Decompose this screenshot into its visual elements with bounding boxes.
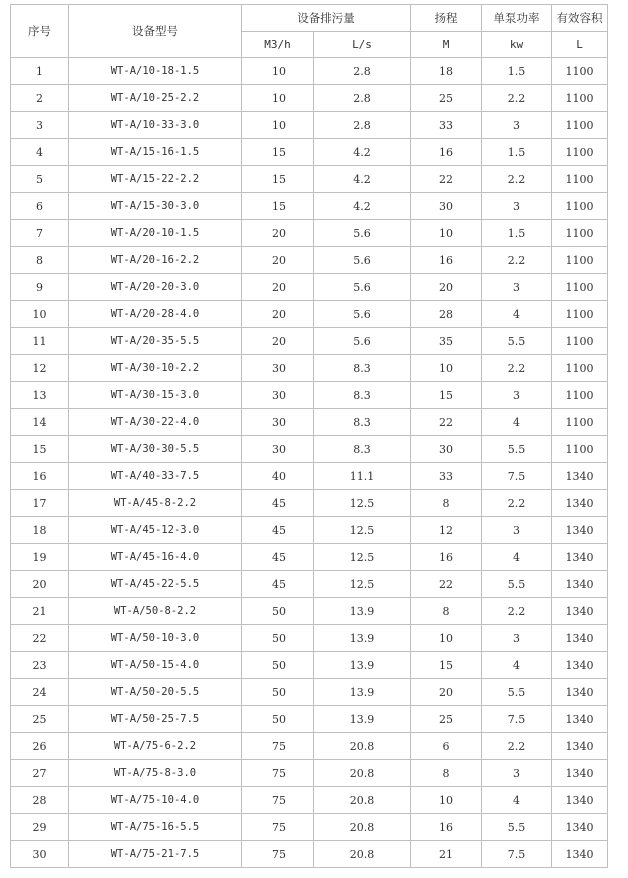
power-cell: 1.5 (482, 220, 552, 247)
index-cell: 4 (11, 139, 69, 166)
head-cell: 20 (411, 679, 482, 706)
head-cell: 16 (411, 814, 482, 841)
volume-cell: 1100 (552, 112, 608, 139)
power-cell: 4 (482, 301, 552, 328)
power-cell: 2.2 (482, 733, 552, 760)
index-cell: 9 (11, 274, 69, 301)
m3h-cell: 15 (242, 193, 314, 220)
index-cell: 18 (11, 517, 69, 544)
table-row (11, 355, 608, 382)
volume-cell: 1100 (552, 247, 608, 274)
unit-m3h: M3/h (242, 32, 314, 58)
m3h-cell: 75 (242, 787, 314, 814)
power-cell: 5.5 (482, 814, 552, 841)
volume-cell: 1340 (552, 571, 608, 598)
m3h-cell: 45 (242, 544, 314, 571)
head-cell: 30 (411, 193, 482, 220)
model-cell: WT-A/15-16-1.5 (69, 139, 242, 166)
m3h-cell: 50 (242, 679, 314, 706)
head-cell: 10 (411, 625, 482, 652)
head-cell: 33 (411, 463, 482, 490)
head-cell: 20 (411, 274, 482, 301)
m3h-cell: 15 (242, 139, 314, 166)
power-cell: 7.5 (482, 463, 552, 490)
ls-cell: 8.3 (314, 355, 411, 382)
head-cell: 30 (411, 436, 482, 463)
m3h-cell: 20 (242, 328, 314, 355)
volume-cell: 1100 (552, 328, 608, 355)
model-cell: WT-A/30-15-3.0 (69, 382, 242, 409)
volume-cell: 1340 (552, 733, 608, 760)
header-row (11, 5, 608, 32)
ls-cell: 12.5 (314, 490, 411, 517)
ls-cell: 4.2 (314, 139, 411, 166)
volume-cell: 1340 (552, 841, 608, 868)
index-cell: 20 (11, 571, 69, 598)
unit-power: kw (482, 32, 552, 58)
ls-cell: 12.5 (314, 571, 411, 598)
volume-cell: 1100 (552, 436, 608, 463)
model-cell: WT-A/15-22-2.2 (69, 166, 242, 193)
index-cell: 29 (11, 814, 69, 841)
power-cell: 4 (482, 544, 552, 571)
m3h-cell: 50 (242, 625, 314, 652)
index-cell: 23 (11, 652, 69, 679)
ls-cell: 20.8 (314, 760, 411, 787)
index-cell: 8 (11, 247, 69, 274)
power-cell: 3 (482, 274, 552, 301)
head-cell: 16 (411, 139, 482, 166)
head-cell: 12 (411, 517, 482, 544)
header-volume: 有效容积 (552, 5, 608, 32)
power-cell: 5.5 (482, 328, 552, 355)
ls-cell: 8.3 (314, 409, 411, 436)
volume-cell: 1100 (552, 193, 608, 220)
m3h-cell: 20 (242, 247, 314, 274)
power-cell: 2.2 (482, 247, 552, 274)
index-cell: 25 (11, 706, 69, 733)
volume-cell: 1340 (552, 760, 608, 787)
table-row (11, 814, 608, 841)
m3h-cell: 45 (242, 517, 314, 544)
m3h-cell: 15 (242, 166, 314, 193)
head-cell: 8 (411, 760, 482, 787)
table-body (11, 58, 608, 868)
m3h-cell: 75 (242, 760, 314, 787)
m3h-cell: 75 (242, 814, 314, 841)
table-row (11, 679, 608, 706)
m3h-cell: 30 (242, 409, 314, 436)
table-row (11, 193, 608, 220)
volume-cell: 1340 (552, 625, 608, 652)
table-row (11, 463, 608, 490)
volume-cell: 1340 (552, 517, 608, 544)
header-power: 单泵功率 (482, 5, 552, 32)
ls-cell: 20.8 (314, 787, 411, 814)
m3h-cell: 40 (242, 463, 314, 490)
head-cell: 10 (411, 787, 482, 814)
volume-cell: 1340 (552, 814, 608, 841)
m3h-cell: 50 (242, 598, 314, 625)
model-cell: WT-A/20-20-3.0 (69, 274, 242, 301)
ls-cell: 13.9 (314, 598, 411, 625)
table-row (11, 787, 608, 814)
ls-cell: 13.9 (314, 706, 411, 733)
ls-cell: 13.9 (314, 625, 411, 652)
model-cell: WT-A/10-18-1.5 (69, 58, 242, 85)
power-cell: 3 (482, 760, 552, 787)
table-row (11, 58, 608, 85)
model-cell: WT-A/75-21-7.5 (69, 841, 242, 868)
model-cell: WT-A/75-6-2.2 (69, 733, 242, 760)
head-cell: 35 (411, 328, 482, 355)
model-cell: WT-A/75-10-4.0 (69, 787, 242, 814)
volume-cell: 1100 (552, 301, 608, 328)
m3h-cell: 20 (242, 301, 314, 328)
ls-cell: 2.8 (314, 85, 411, 112)
power-cell: 1.5 (482, 139, 552, 166)
head-cell: 22 (411, 571, 482, 598)
power-cell: 3 (482, 625, 552, 652)
volume-cell: 1340 (552, 598, 608, 625)
header-head: 扬程 (411, 5, 482, 32)
index-cell: 7 (11, 220, 69, 247)
index-cell: 24 (11, 679, 69, 706)
index-cell: 28 (11, 787, 69, 814)
m3h-cell: 20 (242, 220, 314, 247)
m3h-cell: 10 (242, 85, 314, 112)
model-cell: WT-A/20-35-5.5 (69, 328, 242, 355)
ls-cell: 8.3 (314, 436, 411, 463)
head-cell: 16 (411, 247, 482, 274)
model-cell: WT-A/75-8-3.0 (69, 760, 242, 787)
table-row (11, 112, 608, 139)
head-cell: 18 (411, 58, 482, 85)
volume-cell: 1340 (552, 787, 608, 814)
model-cell: WT-A/50-20-5.5 (69, 679, 242, 706)
index-cell: 10 (11, 301, 69, 328)
unit-ls: L/s (314, 32, 411, 58)
table-row (11, 625, 608, 652)
model-cell: WT-A/30-30-5.5 (69, 436, 242, 463)
index-cell: 12 (11, 355, 69, 382)
index-cell: 11 (11, 328, 69, 355)
power-cell: 2.2 (482, 85, 552, 112)
power-cell: 2.2 (482, 166, 552, 193)
model-cell: WT-A/50-8-2.2 (69, 598, 242, 625)
head-cell: 33 (411, 112, 482, 139)
power-cell: 3 (482, 112, 552, 139)
model-cell: WT-A/45-22-5.5 (69, 571, 242, 598)
model-cell: WT-A/10-25-2.2 (69, 85, 242, 112)
index-cell: 17 (11, 490, 69, 517)
model-cell: WT-A/45-16-4.0 (69, 544, 242, 571)
head-cell: 22 (411, 409, 482, 436)
ls-cell: 5.6 (314, 328, 411, 355)
table-row (11, 490, 608, 517)
m3h-cell: 50 (242, 706, 314, 733)
head-cell: 21 (411, 841, 482, 868)
head-cell: 15 (411, 652, 482, 679)
index-cell: 13 (11, 382, 69, 409)
model-cell: WT-A/45-12-3.0 (69, 517, 242, 544)
table-row (11, 301, 608, 328)
index-cell: 27 (11, 760, 69, 787)
head-cell: 8 (411, 598, 482, 625)
index-cell: 6 (11, 193, 69, 220)
head-cell: 16 (411, 544, 482, 571)
ls-cell: 5.6 (314, 220, 411, 247)
m3h-cell: 45 (242, 490, 314, 517)
index-cell: 2 (11, 85, 69, 112)
volume-cell: 1100 (552, 58, 608, 85)
index-cell: 19 (11, 544, 69, 571)
table-row (11, 139, 608, 166)
index-cell: 21 (11, 598, 69, 625)
volume-cell: 1340 (552, 706, 608, 733)
volume-cell: 1100 (552, 139, 608, 166)
head-cell: 10 (411, 220, 482, 247)
head-cell: 22 (411, 166, 482, 193)
power-cell: 5.5 (482, 436, 552, 463)
model-cell: WT-A/10-33-3.0 (69, 112, 242, 139)
table-row (11, 706, 608, 733)
index-cell: 16 (11, 463, 69, 490)
table-row (11, 220, 608, 247)
table-row (11, 517, 608, 544)
ls-cell: 20.8 (314, 841, 411, 868)
head-cell: 25 (411, 706, 482, 733)
m3h-cell: 10 (242, 112, 314, 139)
index-cell: 26 (11, 733, 69, 760)
unit-volume: L (552, 32, 608, 58)
ls-cell: 8.3 (314, 382, 411, 409)
model-cell: WT-A/75-16-5.5 (69, 814, 242, 841)
power-cell: 7.5 (482, 841, 552, 868)
model-cell: WT-A/50-15-4.0 (69, 652, 242, 679)
table-row (11, 436, 608, 463)
table-row (11, 409, 608, 436)
index-cell: 22 (11, 625, 69, 652)
volume-cell: 1100 (552, 382, 608, 409)
power-cell: 3 (482, 382, 552, 409)
index-cell: 1 (11, 58, 69, 85)
index-cell: 15 (11, 436, 69, 463)
m3h-cell: 50 (242, 652, 314, 679)
power-cell: 4 (482, 409, 552, 436)
volume-cell: 1340 (552, 463, 608, 490)
ls-cell: 12.5 (314, 544, 411, 571)
table-row (11, 733, 608, 760)
index-cell: 14 (11, 409, 69, 436)
model-cell: WT-A/30-22-4.0 (69, 409, 242, 436)
head-cell: 15 (411, 382, 482, 409)
head-cell: 6 (411, 733, 482, 760)
table-row (11, 841, 608, 868)
head-cell: 8 (411, 490, 482, 517)
table-row (11, 760, 608, 787)
power-cell: 2.2 (482, 598, 552, 625)
volume-cell: 1100 (552, 166, 608, 193)
head-cell: 28 (411, 301, 482, 328)
power-cell: 4 (482, 652, 552, 679)
model-cell: WT-A/20-28-4.0 (69, 301, 242, 328)
volume-cell: 1100 (552, 409, 608, 436)
model-cell: WT-A/45-8-2.2 (69, 490, 242, 517)
volume-cell: 1340 (552, 652, 608, 679)
volume-cell: 1100 (552, 355, 608, 382)
model-cell: WT-A/15-30-3.0 (69, 193, 242, 220)
m3h-cell: 30 (242, 382, 314, 409)
header-model: 设备型号 (69, 5, 242, 58)
ls-cell: 4.2 (314, 166, 411, 193)
model-cell: WT-A/50-10-3.0 (69, 625, 242, 652)
power-cell: 2.2 (482, 490, 552, 517)
ls-cell: 12.5 (314, 517, 411, 544)
m3h-cell: 30 (242, 355, 314, 382)
m3h-cell: 10 (242, 58, 314, 85)
ls-cell: 13.9 (314, 679, 411, 706)
ls-cell: 5.6 (314, 274, 411, 301)
header-discharge: 设备排污量 (242, 5, 411, 32)
index-cell: 30 (11, 841, 69, 868)
volume-cell: 1340 (552, 679, 608, 706)
table-row (11, 247, 608, 274)
pump-spec-table (10, 4, 608, 868)
table-row (11, 166, 608, 193)
index-cell: 5 (11, 166, 69, 193)
ls-cell: 4.2 (314, 193, 411, 220)
header-index: 序号 (11, 5, 69, 58)
ls-cell: 20.8 (314, 733, 411, 760)
model-cell: WT-A/20-10-1.5 (69, 220, 242, 247)
volume-cell: 1100 (552, 274, 608, 301)
table-row (11, 652, 608, 679)
ls-cell: 2.8 (314, 112, 411, 139)
m3h-cell: 75 (242, 733, 314, 760)
power-cell: 3 (482, 517, 552, 544)
power-cell: 5.5 (482, 571, 552, 598)
model-cell: WT-A/30-10-2.2 (69, 355, 242, 382)
index-cell: 3 (11, 112, 69, 139)
power-cell: 5.5 (482, 679, 552, 706)
power-cell: 2.2 (482, 355, 552, 382)
head-cell: 10 (411, 355, 482, 382)
volume-cell: 1100 (552, 220, 608, 247)
table-row (11, 328, 608, 355)
table-row (11, 571, 608, 598)
power-cell: 7.5 (482, 706, 552, 733)
table-row (11, 544, 608, 571)
power-cell: 3 (482, 193, 552, 220)
ls-cell: 13.9 (314, 652, 411, 679)
volume-cell: 1100 (552, 85, 608, 112)
head-cell: 25 (411, 85, 482, 112)
ls-cell: 11.1 (314, 463, 411, 490)
ls-cell: 5.6 (314, 301, 411, 328)
model-cell: WT-A/40-33-7.5 (69, 463, 242, 490)
m3h-cell: 30 (242, 436, 314, 463)
table-row (11, 598, 608, 625)
m3h-cell: 45 (242, 571, 314, 598)
ls-cell: 2.8 (314, 58, 411, 85)
table-row (11, 382, 608, 409)
ls-cell: 20.8 (314, 814, 411, 841)
m3h-cell: 20 (242, 274, 314, 301)
power-cell: 1.5 (482, 58, 552, 85)
power-cell: 4 (482, 787, 552, 814)
volume-cell: 1340 (552, 544, 608, 571)
ls-cell: 5.6 (314, 247, 411, 274)
model-cell: WT-A/20-16-2.2 (69, 247, 242, 274)
model-cell: WT-A/50-25-7.5 (69, 706, 242, 733)
volume-cell: 1340 (552, 490, 608, 517)
m3h-cell: 75 (242, 841, 314, 868)
table-row (11, 274, 608, 301)
table-row (11, 85, 608, 112)
unit-head: M (411, 32, 482, 58)
